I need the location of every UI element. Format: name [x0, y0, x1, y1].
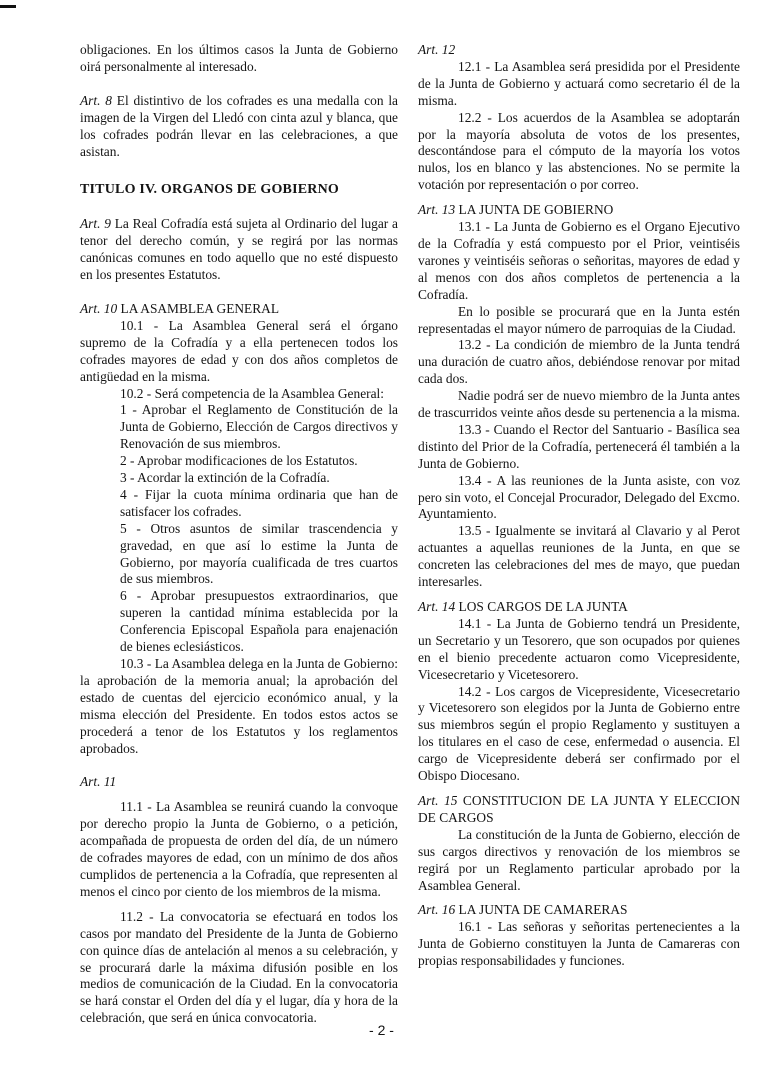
article-12-number: Art. 12: [418, 42, 456, 57]
section-title: TITULO IV. ORGANOS DE GOBIERNO: [80, 182, 339, 198]
document-page: [80, 42, 740, 1027]
list-item-2: 2 - Aprobar modificaciones de los Estatutos.: [120, 453, 358, 469]
paragraph-10-1: 10.1 - La Asamblea General será el órgano supremo de la Cofradía y a ella pertenecen todos los cofrades mayores de edad y con dos años completos de antigüedad en la misma.: [80, 317, 398, 384]
article-10-number: Art. 10: [80, 300, 118, 316]
article-15-number: Art. 15: [418, 792, 458, 808]
paragraph-16-1: 16.1 - Las señoras y señoritas pertenecientes a la Junta de Gobierno constituyen la Junta de Camareras con propias responsabilidades y funciones.: [418, 919, 740, 969]
article-13-heading: [418, 202, 740, 219]
paragraph-13-3: 13.3 - Cuando el Rector del Santuario - Basílica sea distinto del Prior de la Cofradía, pertenecerá él también a la Junta de Gobierno.: [418, 421, 740, 471]
right-column: [418, 42, 740, 1027]
article-10-heading: [80, 301, 398, 318]
paragraph-13-2b: Nadie podrá ser de nuevo miembro de la Junta antes de trascurridos veinte años desde su pertenencia a la misma.: [418, 388, 741, 421]
article-16-number: Art. 16: [418, 902, 456, 918]
paragraph-13-1b: En lo posible se procurará que en la Junta estén representadas el mayor número de parroquias de la Ciudad.: [418, 303, 740, 336]
article-14-title: LOS CARGOS DE LA JUNTA: [455, 599, 628, 614]
article-9: [80, 216, 398, 284]
article-16-title: LA JUNTA DE CAMARERAS: [455, 902, 628, 918]
article-15-heading: [418, 793, 740, 827]
paragraph-15: La constitución de la Junta de Gobierno, elección de sus cargos directivos y renovación de los miembros se regirá por un Reglamento particular aprobado por la Asamblea General.: [418, 826, 740, 893]
article-13-number: Art. 13: [418, 202, 456, 218]
list-item-1: 1 - Aprobar el Reglamento de Constitución de la Junta de Gobierno, Elección de Cargos directivos y Renovación de sus miembros.: [120, 402, 398, 452]
article-9-number: Art. 9: [80, 216, 111, 232]
paragraph-10-2: 10.2 - Será competencia de la Asamblea General:: [120, 385, 384, 401]
paragraph-14-1: 14.1 - La Junta de Gobierno tendrá un Presidente, un Secretario y un Tesorero, que son ocupados por quienes en el bienio precedente actuaron como Vicepresidente, Vicesecretario y Vicetesorero.: [418, 615, 740, 682]
article-13-title: LA JUNTA DE GOBIERNO: [455, 202, 614, 218]
paragraph-10-3: 10.3 - La Asamblea delega en la Junta de Gobierno: la aprobación de la memoria anual; la aprobación del estado de cuentas del ejercicio económico anual, y la misma elección del Presidente. En todos estos actos se procederá a tenor de los Estatutos y los reglamentos aprobados.: [80, 656, 398, 756]
list-item-5: 5 - Otros asuntos de similar trascendencia y gravedad, en que así lo estime la Junta de Gobierno, por mayoría cualificada de tres cuartos de sus miembros.: [120, 520, 398, 587]
paragraph-obligaciones: obligaciones. En los últimos casos la Junta de Gobierno oirá personalmente al interesado.: [80, 42, 398, 74]
article-16-heading: [418, 902, 740, 919]
page-number: - 2 -: [369, 1022, 394, 1038]
article-8: [80, 93, 398, 161]
corner-mark: [0, 5, 16, 8]
left-column: [80, 42, 398, 1027]
article-10-title: LA ASAMBLEA GENERAL: [117, 300, 280, 316]
article-11-number: Art. 11: [80, 774, 117, 790]
paragraph-11-1: 11.1 - La Asamblea se reunirá cuando la convoque por derecho propio la Junta de Gobierno, o a petición, acompañada de propuesta de orden del día, de un número de cofrades mayores de edad, con un mínimo de dos años cumplidos de pertenencia a la Cofradía, que representen al menos el cinco por ciento de los miembros de la misma.: [80, 799, 398, 899]
paragraph-13-5: 13.5 - Igualmente se invitará al Clavario y al Perot actuantes a aquellas reuniones de la Junta, en que se concreten las celebraciones del mes de mayo, que puedan interesarles.: [418, 523, 740, 590]
article-8-text: El distintivo de los cofrades es una medalla con la imagen de la Virgen del Lledó con cinta azul y blanca, que los cofrades podrán llevar en las celebraciones, a que asistan.: [80, 92, 398, 159]
paragraph-13-1: 13.1 - La Junta de Gobierno es el Organo Ejecutivo de la Cofradía y está compuesto por el Prior, veintiséis varones y veintiséis señoras o señoritas, mayores de edad y al menos con dos años completos de pertenencia a la Cofradía.: [418, 219, 740, 302]
paragraph-11-2: 11.2 - La convocatoria se efectuará en todos los casos por mandato del Presidente de la Junta de Gobierno con quince días de antelación al menos a su celebración, y se procurará darle la máxima difusión posible en los medios de comunicación de la Ciudad. En la convocatoria se hará constar el Orden del día y el lugar, día y hora de la celebración, que será en única convocatoria.: [80, 908, 398, 1026]
list-item-3: 3 - Acordar la extinción de la Cofradía.: [120, 470, 330, 486]
paragraph-13-4: 13.4 - A las reuniones de la Junta asiste, con voz pero sin voto, el Concejal Procurador, Delegado del Excmo. Ayuntamiento.: [418, 472, 740, 522]
paragraph-14-2: 14.2 - Los cargos de Vicepresidente, Vicesecretario y Vicetesorero son elegidos por la Junta de Gobierno entre sus miembros según el propio Reglamento y sustituyen a los titulares en el caso de cese, enfermedad o ausencia. El cargo de Vicepresidente deberá ser confirmado por el Obispo Diocesano.: [418, 683, 740, 784]
article-9-text: La Real Cofradía está sujeta al Ordinario del lugar a tenor del derecho común, y se regirá por las normas canónicas comunes en todo aquello que no esté dispuesto en los presentes Estatutos.: [80, 216, 398, 283]
article-15-title: CONSTITUCION DE LA JUNTA Y ELECCION DE CARGOS: [418, 792, 740, 825]
article-8-number: Art. 8: [80, 92, 112, 108]
paragraph-13-2: 13.2 - La condición de miembro de la Junta tendrá una duración de cuatro años, debiéndose renovar por mitad cada dos.: [418, 337, 740, 387]
list-item-6: 6 - Aprobar presupuestos extraordinarios, que superen la cantidad mínima establecida por la Conferencia Episcopal Española para enajenación de bienes eclesiásticos.: [120, 588, 398, 655]
list-item-4: 4 - Fijar la cuota mínima ordinaria que han de satisfacer los cofrades.: [120, 486, 398, 519]
paragraph-12-2: 12.2 - Los acuerdos de la Asamblea se adoptarán por la mayoría absoluta de votos de los presentes, descontándose para el cómputo de la mayoría los votos nulos, los en blanco y las abstenciones. No se permite la votación por representación o por correo.: [418, 109, 740, 193]
article-14-heading: [418, 599, 740, 616]
article-14-number: Art. 14: [418, 599, 456, 614]
paragraph-12-1: 12.1 - La Asamblea será presidida por el Presidente de la Junta de Gobierno y actuará como secretario él de la misma.: [418, 58, 740, 108]
